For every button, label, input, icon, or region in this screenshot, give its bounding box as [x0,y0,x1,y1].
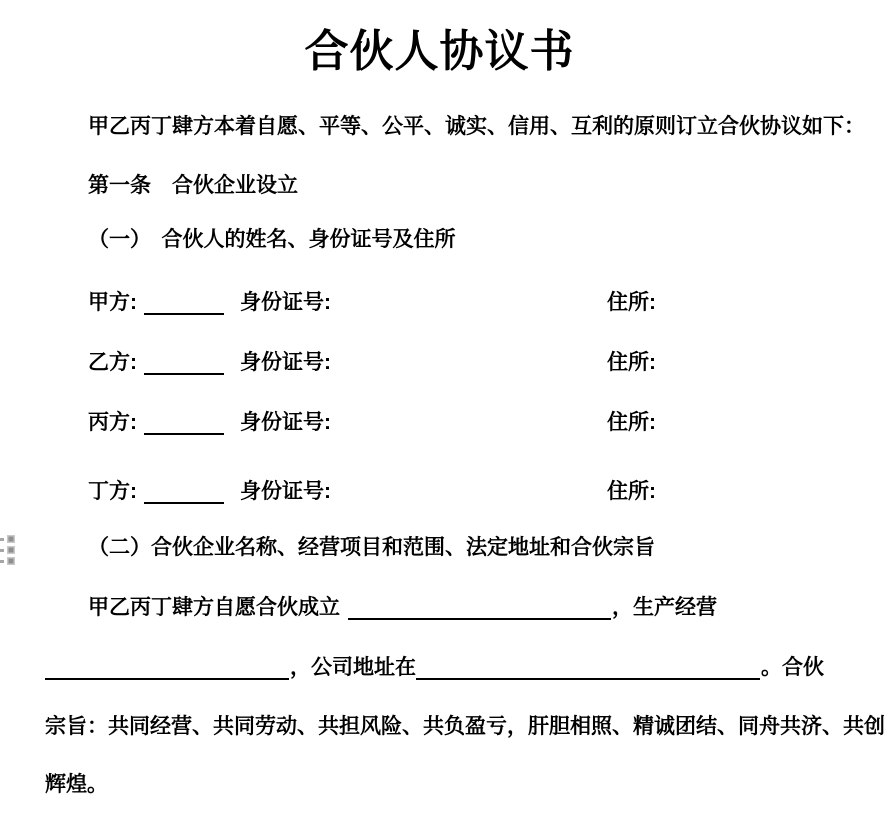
party-d-name-blank[interactable] [144,480,224,504]
party-c-label: 丙方: [88,411,137,434]
margin-handle-icon [0,535,15,566]
party-row-a [88,290,834,320]
section-1-heading: （一） 合伙人的姓名、身份证号及住所 [88,228,456,251]
party-c-id-label: 身份证号: [240,411,331,434]
business-scope-blank[interactable] [45,656,289,680]
establishment-line [88,595,717,621]
party-b-label: 乙方: [88,351,137,374]
article-1-heading: 第一条 合伙企业设立 [88,174,298,197]
company-name-blank[interactable] [348,596,611,620]
document-title: 合伙人协议书 [304,27,575,76]
party-a-name-blank[interactable] [144,291,224,315]
party-c-name-blank[interactable] [144,411,224,435]
company-address-blank[interactable] [416,656,760,680]
party-c-residence-label: 住所: [607,411,656,434]
party-a-label: 甲方: [88,291,137,314]
party-b-residence-label: 住所: [607,351,656,374]
party-a-residence-label: 住所: [607,291,656,314]
party-d-label: 丁方: [88,480,137,503]
party-d-residence-label: 住所: [607,480,656,503]
party-row-b [88,350,834,380]
party-row-d [88,479,834,509]
intro-paragraph: 甲乙丙丁肆方本着自愿、平等、公平、诚实、信用、互利的原则订立合伙协议如下： [88,115,865,138]
party-b-id-label: 身份证号: [240,351,331,374]
party-d-id-label: 身份证号: [240,480,331,503]
party-b-name-blank[interactable] [144,351,224,375]
address-mid-label: ，公司地址在 [290,656,416,679]
address-suffix: 。合伙 [761,656,824,679]
party-a-id-label: 身份证号: [240,291,331,314]
purpose-paragraph: 宗旨：共同经营、共同劳动、共担风险、共负盈亏，肝胆相照、精诚团结、同舟共济、共创 [45,715,885,738]
establish-prefix: 甲乙丙丁肆方自愿合伙成立 [88,596,340,619]
establish-suffix: ，生产经营 [612,596,717,619]
document-page [45,0,885,824]
address-line [45,655,824,681]
party-row-c [88,410,834,440]
section-2-heading: （二）合伙企业名称、经营项目和范围、法定地址和合伙宗旨 [88,536,655,559]
purpose-tail: 辉煌。 [45,773,108,796]
